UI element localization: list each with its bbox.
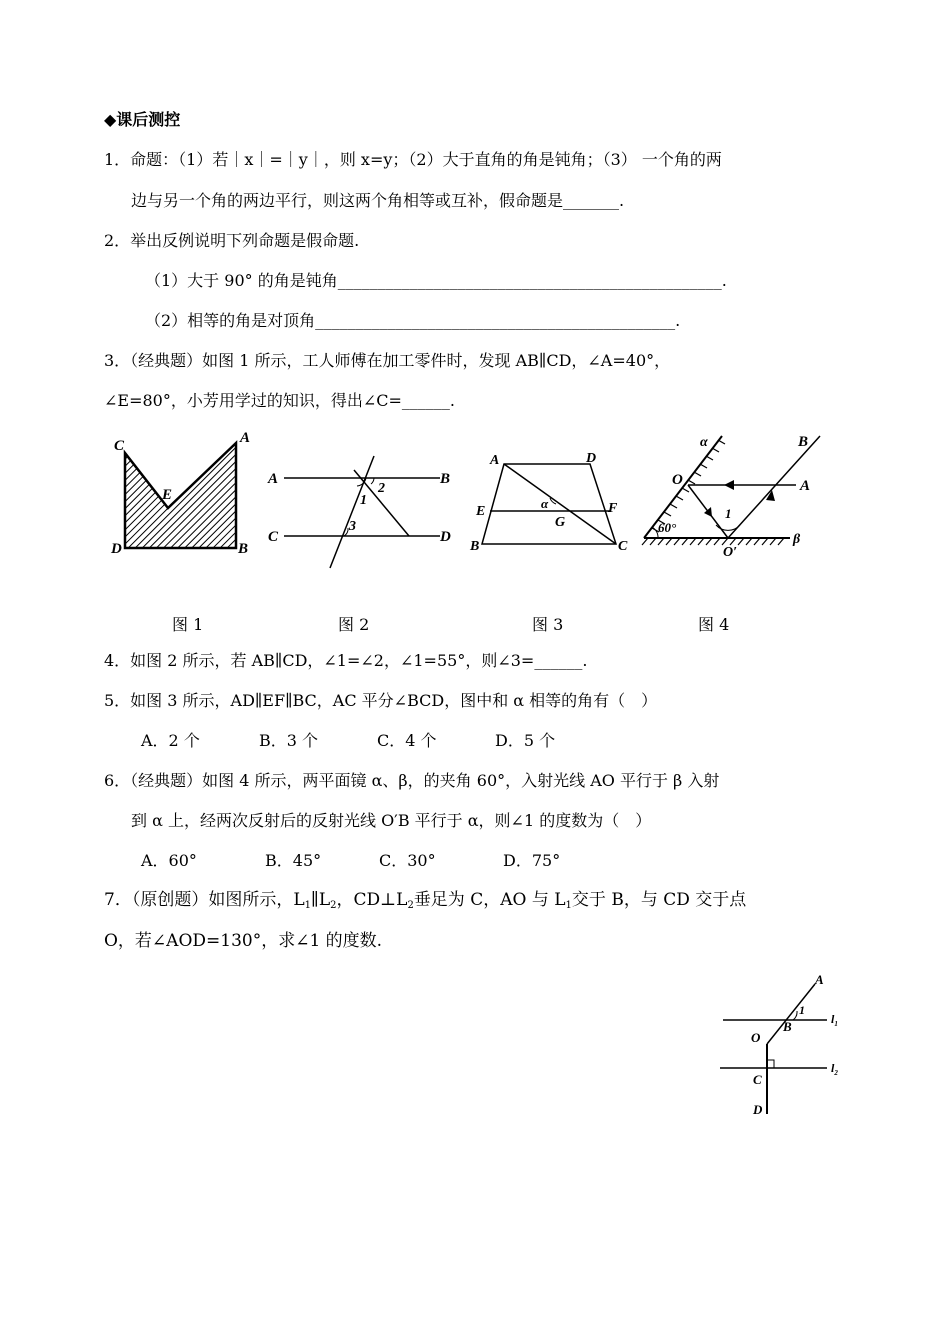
fig4-label-O: O — [672, 472, 683, 488]
q6-option-b: B．45° — [265, 851, 322, 870]
fig4-label-A: A — [800, 478, 811, 494]
mirror-beta-hatch — [642, 538, 784, 545]
question-1-line-1: 1．命题：（1）若｜x｜=｜y｜，则 x=y；（2）大于直角的角是钝角；（3） 一个角的两 — [104, 150, 722, 169]
angle-arc-2 — [371, 478, 374, 484]
fig3-label-E: E — [476, 504, 486, 519]
fig4-label-B: B — [798, 434, 809, 450]
fig3-label-A: A — [490, 453, 500, 468]
question-2-sub-2: （2）相等的角是对顶角_____________________________________________. — [145, 311, 681, 330]
fig1-label-B: B — [238, 541, 249, 557]
q6-option-c: C．30° — [379, 851, 436, 870]
diagonal-AC — [504, 464, 616, 544]
question-6-line-2: 到 α 上，经两次反射后的反射光线 O′B 平行于 α，则∠1 的度数为（ ） — [131, 811, 652, 830]
ray-OA — [767, 984, 815, 1044]
fig2-label-2: 2 — [378, 481, 385, 496]
trapezoid-ABCD — [482, 464, 616, 544]
fig2-label-A: A — [268, 471, 279, 487]
fig5-label-l1: $l_1$ — [831, 1012, 838, 1028]
q7-text-c: ，CD⊥L — [336, 890, 408, 910]
figure-2 — [262, 448, 462, 573]
fig3-label-D: D — [586, 451, 597, 466]
fig4-label-beta: β — [793, 532, 801, 547]
fig2-label-1: 1 — [360, 493, 367, 508]
q7-sub-1a: 1 — [304, 900, 311, 911]
fig5-label-B: B — [783, 1019, 792, 1034]
fig2-label-3: 3 — [349, 519, 356, 534]
q5-option-d: D．5 个 — [495, 731, 556, 750]
fig5-label-D: D — [753, 1102, 763, 1117]
fig3-label-alpha: α — [541, 496, 549, 511]
question-7-line-2: O，若∠AOD=130°，求∠1 的度数. — [104, 931, 383, 951]
fig2-label-D: D — [440, 529, 451, 545]
figure-3 — [466, 448, 641, 560]
fig3-label-F: F — [608, 501, 618, 516]
fig3-label-C: C — [618, 539, 628, 554]
mirror-alpha — [644, 436, 722, 538]
question-4: 4．如图 2 所示，若 AB∥CD，∠1=∠2，∠1=55°，则∠3=______. — [104, 651, 588, 670]
fig5-label-l2: $l_2$ — [831, 1061, 838, 1077]
q7-sub-2a: 2 — [330, 900, 337, 911]
angle-arc-1 — [793, 1011, 797, 1020]
question-1-line-2: 边与另一个角的两边平行，则这两个角相等或互补，假命题是_______. — [131, 191, 625, 210]
caption-figure-2: 图 2 — [338, 615, 370, 634]
right-angle-mark — [767, 1060, 774, 1068]
q7-text-d: 垂足为 C，AO 与 L — [413, 890, 566, 910]
fig2-label-C: C — [268, 529, 279, 545]
q7-sub-2b: 2 — [407, 900, 414, 911]
figure-1 — [108, 426, 258, 561]
fig2-label-B: B — [440, 471, 451, 487]
fig1-label-D: D — [111, 541, 122, 557]
fig4-label-60: 60° — [658, 520, 677, 535]
arrow-head-1 — [724, 480, 734, 490]
figure-5 — [715, 972, 855, 1122]
question-3-line-1: 3．（经典题）如图 1 所示，工人师傅在加工零件时，发现 AB∥CD，∠A=40°， — [104, 351, 671, 370]
q5-option-c: C．4 个 — [377, 731, 437, 750]
q7-text-e: 交于 B，与 CD 交于点 — [571, 890, 747, 910]
fig1-label-A: A — [240, 430, 251, 446]
question-3-line-2: ∠E=80°，小芳用学过的知识，得出∠C=______. — [104, 391, 455, 410]
q6-option-a: A．60° — [141, 851, 197, 870]
q7-text-a: 7．（原创题）如图所示，L — [104, 890, 305, 910]
question-5: 5．如图 3 所示，AD∥EF∥BC，AC 平分∠BCD，图中和 α 相等的角有（ ） — [104, 691, 658, 710]
caption-figure-3: 图 3 — [532, 615, 564, 634]
caption-figure-4: 图 4 — [698, 615, 730, 634]
caption-figure-1: 图 1 — [172, 615, 204, 634]
fig1-label-E: E — [162, 487, 173, 503]
fig5-label-C: C — [753, 1072, 762, 1087]
question-2-line-1: 2．举出反例说明下列命题是假命题. — [104, 231, 360, 250]
question-2-sub-1: （1）大于 90° 的角是钝角________________________________________________. — [145, 271, 727, 290]
fig4-label-1: 1 — [725, 506, 732, 521]
q5-option-a: A．2 个 — [141, 731, 200, 750]
fig5-label-A: A — [815, 972, 824, 987]
q5-option-b: B．3 个 — [259, 731, 319, 750]
transversal-1 — [330, 456, 374, 568]
fig1-label-C: C — [114, 438, 125, 454]
fig3-label-B: B — [470, 539, 480, 554]
fig5-label-1: 1 — [799, 1003, 805, 1017]
figure-4 — [638, 428, 828, 568]
question-6-line-1: 6．（经典题）如图 4 所示，两平面镜 α、β，的夹角 60°，入射光线 AO 平行于 β 入射 — [104, 771, 720, 790]
fig4-label-alpha: α — [700, 435, 708, 450]
q6-option-d: D．75° — [503, 851, 561, 870]
fig3-label-G: G — [555, 515, 566, 530]
fig4-label-O-prime: O′ — [723, 545, 738, 560]
section-title: ◆课后测控 — [104, 110, 181, 129]
q7-sub-1b: 1 — [565, 900, 572, 911]
question-7-line-1 — [104, 890, 746, 916]
workpiece-shape — [125, 443, 236, 548]
fig5-label-O: O — [751, 1030, 761, 1045]
q7-text-b: ∥L — [310, 890, 331, 910]
